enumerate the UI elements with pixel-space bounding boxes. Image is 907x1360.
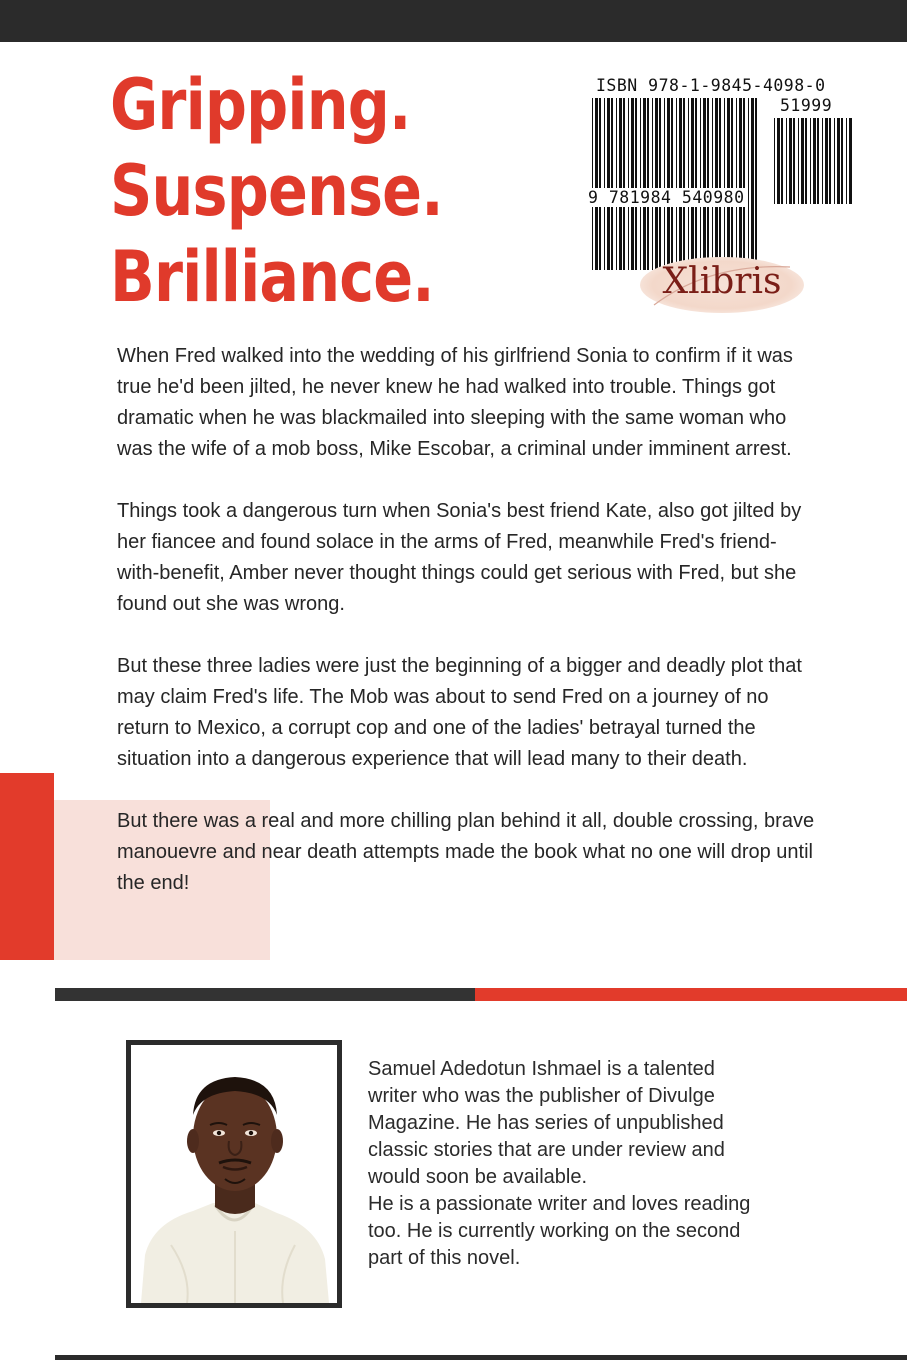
headline-line-3: Brilliance. [110, 236, 434, 318]
barcode-stripe [719, 98, 721, 270]
price-code: 51999 [780, 96, 833, 115]
author-bio-line: writer who was the publisher of Divulge [368, 1085, 715, 1107]
barcode-stripe [707, 98, 709, 270]
barcode-stripe [736, 98, 737, 270]
top-bar [0, 0, 907, 42]
barcode-stripe [789, 118, 792, 204]
author-bio-line: would soon be available. [368, 1166, 588, 1188]
barcode-stripe [793, 118, 795, 204]
barcode-stripe [786, 118, 787, 204]
barcode-stripe [611, 98, 613, 270]
barcode-stripe [595, 98, 598, 270]
barcode-stripe [604, 98, 605, 270]
blurb-paragraph: Things took a dangerous turn when Sonia's best friend Kate, also got jilted by her fiancee and found solace in the arms of Fred, meanwhile Fred's friend-with-benefit, Amber never thought things could get serious with Fred, but she found out she was wrong. [117, 500, 802, 615]
barcode-stripe [592, 98, 593, 270]
publisher-name: Xlibris [662, 261, 782, 302]
barcode-stripe [825, 118, 828, 204]
barcode-stripe [715, 98, 718, 270]
barcode-stripe [655, 98, 658, 270]
barcode-stripe [724, 98, 725, 270]
barcode-stripe [667, 98, 670, 270]
barcode-stripe [631, 98, 634, 270]
barcode-stripe [727, 98, 730, 270]
blurb-paragraph: But there was a real and more chilling plan behind it all, double crossing, brave manouevre and near death attempts made the book what no one will drop until the end! [117, 810, 815, 894]
barcode-stripe [777, 118, 780, 204]
addon-barcode-bars [774, 118, 852, 204]
barcode-stripe [755, 98, 757, 270]
barcode-stripe [623, 98, 625, 270]
barcode-stripe [635, 98, 637, 270]
author-bio-line: He is a passionate writer and loves reading [368, 1193, 751, 1215]
barcode-stripe [703, 98, 706, 270]
publisher-logo [640, 253, 804, 315]
divider-dark [55, 988, 475, 1001]
barcode-stripe [664, 98, 665, 270]
isbn-barcode [588, 74, 856, 242]
barcode-stripe [834, 118, 835, 204]
isbn-label: ISBN 978-1-9845-4098-0 [596, 76, 826, 95]
barcode-stripe [774, 118, 775, 204]
barcode-stripe [810, 118, 811, 204]
headline [110, 62, 443, 320]
divider-red [475, 988, 907, 1001]
barcode-stripe [748, 98, 749, 270]
author-portrait [131, 1045, 337, 1303]
author-bio-line: Samuel Adedotun Ishmael is a talented [368, 1058, 715, 1080]
barcode-stripe [619, 98, 622, 270]
barcode-stripe [739, 98, 742, 270]
author-bio-line: Magazine. He has series of unpublished [368, 1112, 724, 1134]
barcode-stripe [731, 98, 733, 270]
barcode-bars [592, 98, 760, 270]
barcode-stripe [822, 118, 823, 204]
barcode-stripe [679, 98, 682, 270]
barcode-stripe [743, 98, 745, 270]
author-photo [126, 1040, 342, 1308]
barcode-stripe [712, 98, 713, 270]
barcode-stripe [688, 98, 689, 270]
barcode-stripe [837, 118, 840, 204]
barcode-stripe [676, 98, 677, 270]
barcode-stripe [751, 98, 754, 270]
blurb-paragraph: When Fred walked into the wedding of his girlfriend Sonia to confirm if it was true he'd been jilted, he never knew he had walked into trouble. Things got dramatic when he was blackmailed into sleeping with the same woman who was the wife of a mob boss, Mike Escobar, a criminal under imminent arrest. [117, 345, 793, 460]
barcode-stripe [695, 98, 697, 270]
headline-line-2: Suspense. [110, 150, 443, 232]
blurb-paragraph: But these three ladies were just the beginning of a bigger and deadly plot that may claim Fred's life. The Mob was about to send Fred on a journey of no return to Mexico, a corrupt cop and one of the ladies' betrayal turned the situation into a dangerous experience that will lead many to their death. [117, 655, 802, 770]
barcode-stripe [829, 118, 831, 204]
barcode-stripe [849, 118, 852, 204]
barcode-stripe [846, 118, 847, 204]
barcode-stripe [607, 98, 610, 270]
barcode-stripe [671, 98, 673, 270]
author-bio-line: too. He is currently working on the second [368, 1220, 741, 1242]
barcode-stripe [691, 98, 694, 270]
barcode-digits: 9 781984 540980 [588, 188, 745, 207]
barcode-stripe [599, 98, 601, 270]
headline-line-1: Gripping. [110, 64, 411, 146]
accent-block-red [0, 773, 54, 960]
barcode-stripe [798, 118, 799, 204]
barcode-stripe [817, 118, 819, 204]
barcode-stripe [652, 98, 653, 270]
barcode-stripe [659, 98, 661, 270]
barcode-stripe [781, 118, 783, 204]
barcode-stripe [841, 118, 843, 204]
barcode-stripe [647, 98, 649, 270]
barcode-stripe [628, 98, 629, 270]
barcode-stripe [640, 98, 641, 270]
barcode-stripe [700, 98, 701, 270]
author-bio-line: part of this novel. [368, 1247, 521, 1269]
barcode-stripe [805, 118, 807, 204]
barcode-stripe [813, 118, 816, 204]
author-bio [368, 1056, 788, 1272]
barcode-stripe [643, 98, 646, 270]
author-bio-line: classic stories that are under review and [368, 1139, 725, 1161]
barcode-stripe [616, 98, 617, 270]
barcode-stripe [683, 98, 685, 270]
back-cover-blurb [117, 341, 817, 930]
barcode-stripe [801, 118, 804, 204]
bottom-bar [55, 1355, 907, 1360]
